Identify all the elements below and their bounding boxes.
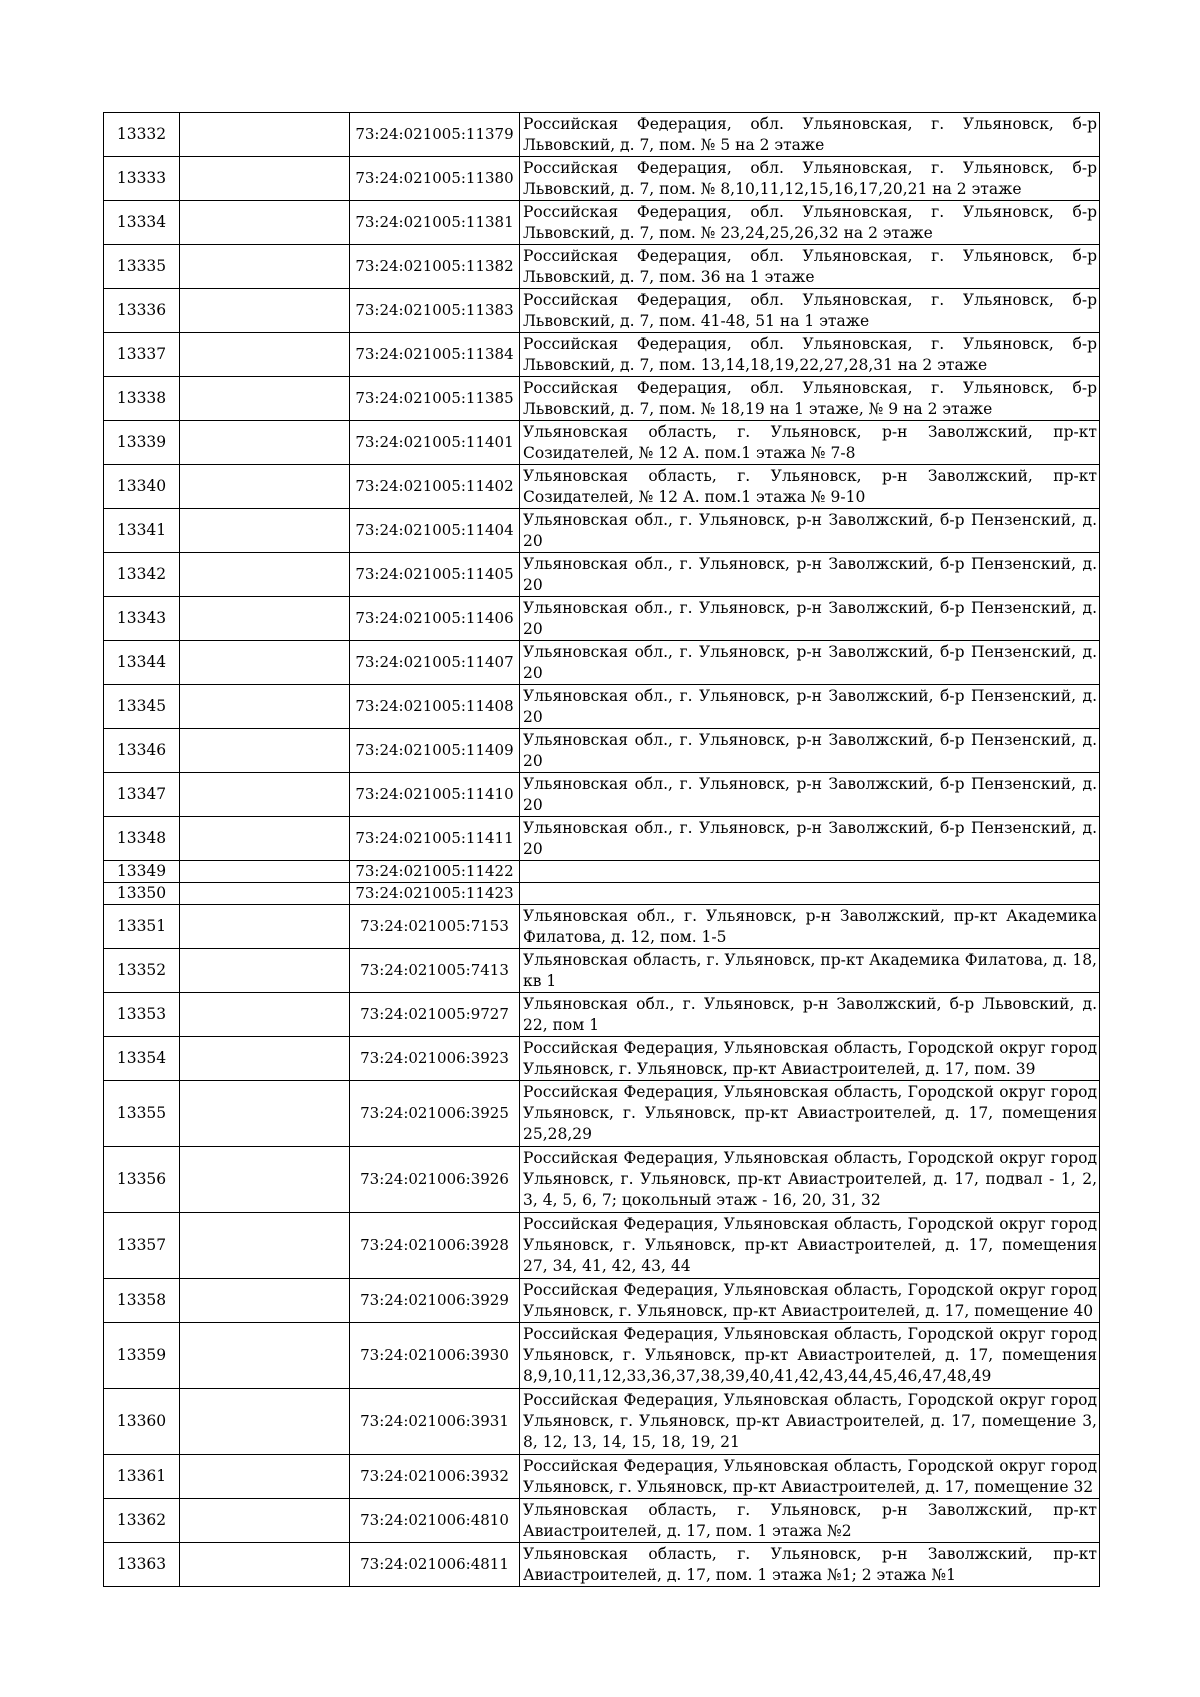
row-number-cell: 13334	[104, 201, 180, 245]
table-row	[104, 421, 1100, 465]
row-number-cell: 13360	[104, 1389, 180, 1455]
cadastral-number-cell: 73:24:021005:11381	[350, 201, 520, 245]
row-number-cell: 13358	[104, 1279, 180, 1323]
cadastral-number-cell: 73:24:021005:7413	[350, 949, 520, 993]
row-number-cell: 13342	[104, 553, 180, 597]
cadastral-number-cell: 73:24:021005:11408	[350, 685, 520, 729]
empty-cell	[180, 113, 350, 157]
address-cell: Ульяновская область, г. Ульяновск, пр-кт Академика Филатова, д. 18, кв 1	[520, 949, 1100, 993]
cadastral-number-cell: 73:24:021005:11380	[350, 157, 520, 201]
address-cell: Российская Федерация, Ульяновская область, Городской округ город Ульяновск, г. Ульяновск, пр-кт Авиастроителей, д. 17, помещения 27, 34, 41, 42, 43, 44	[520, 1213, 1100, 1279]
address-cell: Российская Федерация, обл. Ульяновская, г. Ульяновск, б-р Львовский, д. 7, пом. 36 на 1 этаже	[520, 245, 1100, 289]
table-row	[104, 773, 1100, 817]
cadastral-number-cell: 73:24:021005:11385	[350, 377, 520, 421]
cadastral-number-cell: 73:24:021005:11422	[350, 861, 520, 883]
empty-cell	[180, 641, 350, 685]
table-row	[104, 949, 1100, 993]
address-cell: Ульяновская область, г. Ульяновск, р-н Заволжский, пр-кт Созидателей, № 12 А. пом.1 этажа № 9-10	[520, 465, 1100, 509]
address-cell: Российская Федерация, обл. Ульяновская, г. Ульяновск, б-р Львовский, д. 7, пом. № 18,19 на 1 этаже, № 9 на 2 этаже	[520, 377, 1100, 421]
empty-cell	[180, 553, 350, 597]
empty-cell	[180, 817, 350, 861]
address-cell: Российская Федерация, Ульяновская область, Городской округ город Ульяновск, г. Ульяновск, пр-кт Авиастроителей, д. 17, подвал - 1, 2, 3, 4, 5, 6, 7; цокольный этаж - 16, 20, 31, 32	[520, 1147, 1100, 1213]
table-row	[104, 509, 1100, 553]
cadastral-number-cell: 73:24:021005:11383	[350, 289, 520, 333]
cadastral-number-cell: 73:24:021005:11406	[350, 597, 520, 641]
address-cell: Российская Федерация, обл. Ульяновская, г. Ульяновск, б-р Львовский, д. 7, пом. № 23,24,25,26,32 на 2 этаже	[520, 201, 1100, 245]
address-cell: Ульяновская обл., г. Ульяновск, р-н Заволжский, б-р Пензенский, д. 20	[520, 509, 1100, 553]
row-number-cell: 13336	[104, 289, 180, 333]
empty-cell	[180, 1037, 350, 1081]
table-row	[104, 1323, 1100, 1389]
row-number-cell: 13350	[104, 883, 180, 905]
address-cell: Российская Федерация, обл. Ульяновская, г. Ульяновск, б-р Львовский, д. 7, пом. № 8,10,11,12,15,16,17,20,21 на 2 этаже	[520, 157, 1100, 201]
cadastral-number-cell: 73:24:021006:3923	[350, 1037, 520, 1081]
address-cell: Ульяновская область, г. Ульяновск, р-н Заволжский, пр-кт Авиастроителей, д. 17, пом. 1 этажа №2	[520, 1499, 1100, 1543]
cadastral-number-cell: 73:24:021005:7153	[350, 905, 520, 949]
address-cell: Ульяновская обл., г. Ульяновск, р-н Заволжский, б-р Пензенский, д. 20	[520, 773, 1100, 817]
row-number-cell: 13345	[104, 685, 180, 729]
row-number-cell: 13341	[104, 509, 180, 553]
address-cell: Российская Федерация, Ульяновская область, Городской округ город Ульяновск, г. Ульяновск, пр-кт Авиастроителей, д. 17, помещение 40	[520, 1279, 1100, 1323]
cadastral-number-cell: 73:24:021005:11423	[350, 883, 520, 905]
row-number-cell: 13359	[104, 1323, 180, 1389]
row-number-cell: 13347	[104, 773, 180, 817]
empty-cell	[180, 157, 350, 201]
empty-cell	[180, 201, 350, 245]
empty-cell	[180, 377, 350, 421]
row-number-cell: 13362	[104, 1499, 180, 1543]
table-row	[104, 113, 1100, 157]
cadastral-number-cell: 73:24:021006:3928	[350, 1213, 520, 1279]
row-number-cell: 13339	[104, 421, 180, 465]
empty-cell	[180, 729, 350, 773]
table-row	[104, 817, 1100, 861]
empty-cell	[180, 1389, 350, 1455]
table-row	[104, 861, 1100, 883]
table-row	[104, 465, 1100, 509]
cadastral-number-cell: 73:24:021005:11410	[350, 773, 520, 817]
row-number-cell: 13352	[104, 949, 180, 993]
cadastral-number-cell: 73:24:021006:3931	[350, 1389, 520, 1455]
address-cell: Ульяновская обл., г. Ульяновск, р-н Заволжский, б-р Пензенский, д. 20	[520, 553, 1100, 597]
row-number-cell: 13344	[104, 641, 180, 685]
empty-cell	[180, 685, 350, 729]
address-cell: Российская Федерация, Ульяновская область, Городской округ город Ульяновск, г. Ульяновск, пр-кт Авиастроителей, д. 17, помещения 25,28,29	[520, 1081, 1100, 1147]
empty-cell	[180, 1279, 350, 1323]
table-row	[104, 1081, 1100, 1147]
address-cell: Ульяновская обл., г. Ульяновск, р-н Заволжский, б-р Пензенский, д. 20	[520, 641, 1100, 685]
table-row	[104, 1543, 1100, 1587]
table-row	[104, 1213, 1100, 1279]
empty-cell	[180, 993, 350, 1037]
address-cell: Российская Федерация, Ульяновская область, Городской округ город Ульяновск, г. Ульяновск, пр-кт Авиастроителей, д. 17, пом. 39	[520, 1037, 1100, 1081]
row-number-cell: 13335	[104, 245, 180, 289]
row-number-cell: 13363	[104, 1543, 180, 1587]
cadastral-number-cell: 73:24:021006:3926	[350, 1147, 520, 1213]
address-cell: Ульяновская область, г. Ульяновск, р-н Заволжский, пр-кт Созидателей, № 12 А. пом.1 этажа № 7-8	[520, 421, 1100, 465]
empty-cell	[180, 773, 350, 817]
cadastral-number-cell: 73:24:021005:11384	[350, 333, 520, 377]
cadastral-number-cell: 73:24:021006:4810	[350, 1499, 520, 1543]
table-row	[104, 1279, 1100, 1323]
cadastral-number-cell: 73:24:021005:11402	[350, 465, 520, 509]
empty-cell	[180, 883, 350, 905]
cadastral-number-cell: 73:24:021005:11407	[350, 641, 520, 685]
empty-cell	[180, 905, 350, 949]
cadastral-number-cell: 73:24:021006:4811	[350, 1543, 520, 1587]
table-row	[104, 1147, 1100, 1213]
empty-cell	[180, 1543, 350, 1587]
address-cell: Российская Федерация, Ульяновская область, Городской округ город Ульяновск, г. Ульяновск, пр-кт Авиастроителей, д. 17, помещение 3, 8, 12, 13, 14, 15, 18, 19, 21	[520, 1389, 1100, 1455]
empty-cell	[180, 509, 350, 553]
cadastral-number-cell: 73:24:021006:3932	[350, 1455, 520, 1499]
empty-cell	[180, 1147, 350, 1213]
table-row	[104, 1389, 1100, 1455]
address-cell: Ульяновская обл., г. Ульяновск, р-н Заволжский, б-р Пензенский, д. 20	[520, 685, 1100, 729]
table-row	[104, 1037, 1100, 1081]
address-cell: Ульяновская обл., г. Ульяновск, р-н Заволжский, пр-кт Академика Филатова, д. 12, пом. 1-5	[520, 905, 1100, 949]
cadastral-number-cell: 73:24:021005:11411	[350, 817, 520, 861]
cadastral-number-cell: 73:24:021005:11379	[350, 113, 520, 157]
table-row	[104, 245, 1100, 289]
cadastral-number-cell: 73:24:021005:11404	[350, 509, 520, 553]
address-cell: Российская Федерация, Ульяновская область, Городской округ город Ульяновск, г. Ульяновск, пр-кт Авиастроителей, д. 17, помещение 32	[520, 1455, 1100, 1499]
address-cell	[520, 861, 1100, 883]
table-row	[104, 1455, 1100, 1499]
row-number-cell: 13340	[104, 465, 180, 509]
cadastral-number-cell: 73:24:021005:11382	[350, 245, 520, 289]
row-number-cell: 13332	[104, 113, 180, 157]
row-number-cell: 13349	[104, 861, 180, 883]
table-row	[104, 1499, 1100, 1543]
row-number-cell: 13346	[104, 729, 180, 773]
empty-cell	[180, 861, 350, 883]
empty-cell	[180, 1499, 350, 1543]
table-row	[104, 905, 1100, 949]
table-row	[104, 553, 1100, 597]
registry-table	[103, 112, 1100, 1587]
table-row	[104, 289, 1100, 333]
row-number-cell: 13354	[104, 1037, 180, 1081]
row-number-cell: 13337	[104, 333, 180, 377]
registry-table-body	[104, 113, 1100, 1587]
address-cell	[520, 883, 1100, 905]
empty-cell	[180, 333, 350, 377]
table-row	[104, 333, 1100, 377]
address-cell: Российская Федерация, Ульяновская область, Городской округ город Ульяновск, г. Ульяновск, пр-кт Авиастроителей, д. 17, помещения 8,9,10,11,12,33,36,37,38,39,40,41,42,43,44,45,46,47,48,49	[520, 1323, 1100, 1389]
cadastral-number-cell: 73:24:021005:9727	[350, 993, 520, 1037]
cadastral-number-cell: 73:24:021006:3925	[350, 1081, 520, 1147]
empty-cell	[180, 465, 350, 509]
table-row	[104, 641, 1100, 685]
row-number-cell: 13343	[104, 597, 180, 641]
cadastral-number-cell: 73:24:021005:11401	[350, 421, 520, 465]
table-row	[104, 597, 1100, 641]
address-cell: Российская Федерация, обл. Ульяновская, г. Ульяновск, б-р Львовский, д. 7, пом. 41-48, 51 на 1 этаже	[520, 289, 1100, 333]
table-row	[104, 883, 1100, 905]
empty-cell	[180, 1081, 350, 1147]
row-number-cell: 13357	[104, 1213, 180, 1279]
address-cell: Ульяновская обл., г. Ульяновск, р-н Заволжский, б-р Пензенский, д. 20	[520, 597, 1100, 641]
address-cell: Ульяновская обл., г. Ульяновск, р-н Заволжский, б-р Пензенский, д. 20	[520, 817, 1100, 861]
table-row	[104, 685, 1100, 729]
row-number-cell: 13348	[104, 817, 180, 861]
empty-cell	[180, 1213, 350, 1279]
row-number-cell: 13351	[104, 905, 180, 949]
table-row	[104, 377, 1100, 421]
table-row	[104, 993, 1100, 1037]
address-cell: Ульяновская обл., г. Ульяновск, р-н Заволжский, б-р Львовский, д. 22, пом 1	[520, 993, 1100, 1037]
table-row	[104, 729, 1100, 773]
row-number-cell: 13356	[104, 1147, 180, 1213]
row-number-cell: 13361	[104, 1455, 180, 1499]
cadastral-number-cell: 73:24:021006:3930	[350, 1323, 520, 1389]
empty-cell	[180, 949, 350, 993]
address-cell: Российская Федерация, обл. Ульяновская, г. Ульяновск, б-р Львовский, д. 7, пом. № 5 на 2 этаже	[520, 113, 1100, 157]
address-cell: Ульяновская обл., г. Ульяновск, р-н Заволжский, б-р Пензенский, д. 20	[520, 729, 1100, 773]
table-row	[104, 201, 1100, 245]
row-number-cell: 13338	[104, 377, 180, 421]
cadastral-number-cell: 73:24:021005:11409	[350, 729, 520, 773]
empty-cell	[180, 1455, 350, 1499]
row-number-cell: 13353	[104, 993, 180, 1037]
cadastral-number-cell: 73:24:021006:3929	[350, 1279, 520, 1323]
address-cell: Ульяновская область, г. Ульяновск, р-н Заволжский, пр-кт Авиастроителей, д. 17, пом. 1 этажа №1; 2 этажа №1	[520, 1543, 1100, 1587]
row-number-cell: 13355	[104, 1081, 180, 1147]
empty-cell	[180, 421, 350, 465]
row-number-cell: 13333	[104, 157, 180, 201]
empty-cell	[180, 1323, 350, 1389]
table-row	[104, 157, 1100, 201]
cadastral-number-cell: 73:24:021005:11405	[350, 553, 520, 597]
empty-cell	[180, 245, 350, 289]
address-cell: Российская Федерация, обл. Ульяновская, г. Ульяновск, б-р Львовский, д. 7, пом. 13,14,18,19,22,27,28,31 на 2 этаже	[520, 333, 1100, 377]
empty-cell	[180, 597, 350, 641]
empty-cell	[180, 289, 350, 333]
